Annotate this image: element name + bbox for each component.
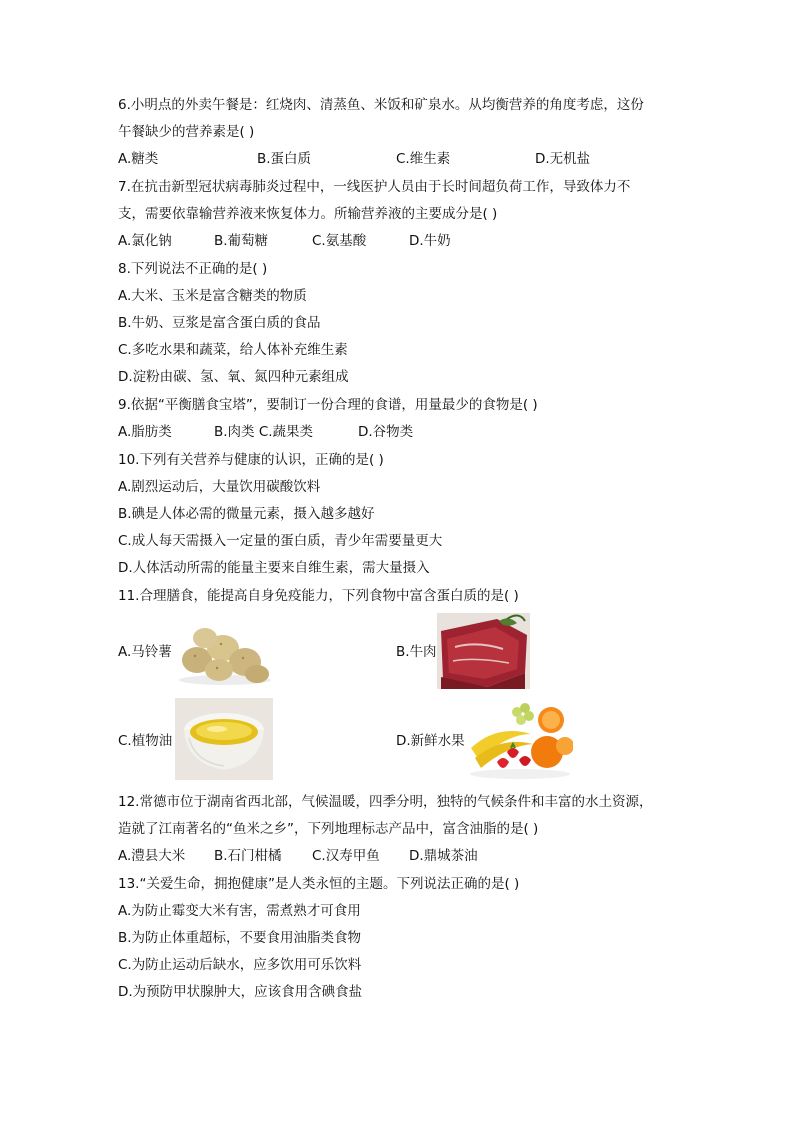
q6-stem-line2: 午餐缺少的营养素是( ) [118, 124, 255, 140]
q11-stem: 11.合理膳食，能提高自身免疫能力，下列食物中富含蛋白质的是( ) [118, 588, 519, 604]
q9-option-a: A.脂肪类 [118, 424, 172, 440]
q12-option-d: D.鼎城茶油 [409, 848, 478, 864]
beef-image [437, 613, 530, 689]
q8-option-c: C.多吃水果和蔬菜，给人体补充维生素 [118, 342, 348, 358]
q11-option-a: A.马铃薯 [118, 644, 172, 660]
fresh-fruit-image [467, 698, 573, 780]
q11-option-b: B.牛肉 [396, 644, 437, 660]
q9-option-d: D.谷物类 [358, 424, 414, 440]
vegetable-oil-image [175, 698, 273, 780]
q8-stem: 8.下列说法不正确的是( ) [118, 261, 268, 277]
q6-stem-line1: 6.小明点的外卖午餐是：红烧肉、清蒸鱼、米饭和矿泉水。从均衡营养的角度考虑，这份 [118, 97, 644, 113]
q12-stem-line1: 12.常德市位于湖南省西北部，气候温暖，四季分明，独特的气候条件和丰富的水土资源， [118, 794, 653, 810]
q7-stem-line2: 支，需要依靠输营养液来恢复体力。所输营养液的主要成分是( ) [118, 206, 498, 222]
q7-stem-line1: 7.在抗击新型冠状病毒肺炎过程中，一线医护人员由于长时间超负荷工作，导致体力不 [118, 179, 631, 195]
q6-option-a: A.糖类 [118, 151, 159, 167]
q7-option-c: C.氨基酸 [312, 233, 367, 249]
q12-option-a: A.澧县大米 [118, 848, 186, 864]
q10-option-d: D.人体活动所需的能量主要来自维生素，需大量摄入 [118, 560, 430, 576]
q6-option-d: D.无机盐 [535, 151, 591, 167]
q11-option-c: C.植物油 [118, 733, 173, 749]
q7-option-d: D.牛奶 [409, 233, 451, 249]
q7-option-a: A.氯化钠 [118, 233, 172, 249]
q9-stem: 9.依据“平衡膳食宝塔”，要制订一份合理的食谱，用量最少的食物是( ) [118, 397, 538, 413]
q7-option-b: B.葡萄糖 [214, 233, 269, 249]
q8-option-a: A.大米、玉米是富含糖类的物质 [118, 288, 307, 304]
q13-option-b: B.为防止体重超标，不要食用油脂类食物 [118, 930, 362, 946]
q13-option-c: C.为防止运动后缺水，应多饮用可乐饮料 [118, 957, 362, 973]
q10-option-a: A.剧烈运动后，大量饮用碳酸饮料 [118, 479, 321, 495]
q12-option-c: C.汉寿甲鱼 [312, 848, 380, 864]
q10-stem: 10.下列有关营养与健康的认识，正确的是( ) [118, 452, 384, 468]
q13-stem: 13.“关爱生命，拥抱健康”是人类永恒的主题。下列说法正确的是( ) [118, 876, 520, 892]
q8-option-d: D.淀粉由碳、氢、氧、氮四种元素组成 [118, 369, 349, 385]
q11-option-d: D.新鲜水果 [396, 733, 465, 749]
potato-image [175, 618, 275, 686]
q13-option-a: A.为防止霉变大米有害，需煮熟才可食用 [118, 903, 361, 919]
q6-option-b: B.蛋白质 [257, 151, 312, 167]
q8-option-b: B.牛奶、豆浆是富含蛋白质的食品 [118, 315, 321, 331]
q10-option-c: C.成人每天需摄入一定量的蛋白质，青少年需要量更大 [118, 533, 443, 549]
q13-option-d: D.为预防甲状腺肿大，应该食用含碘食盐 [118, 984, 363, 1000]
q10-option-b: B.碘是人体必需的微量元素，摄入越多越好 [118, 506, 375, 522]
q12-option-b: B.石门柑橘 [214, 848, 282, 864]
q6-option-c: C.维生素 [396, 151, 451, 167]
q12-stem-line2: 造就了江南著名的“鱼米之乡”，下列地理标志产品中，富含油脂的是( ) [118, 821, 539, 837]
q9-option-bc: B.肉类 C.蔬果类 [214, 424, 314, 440]
